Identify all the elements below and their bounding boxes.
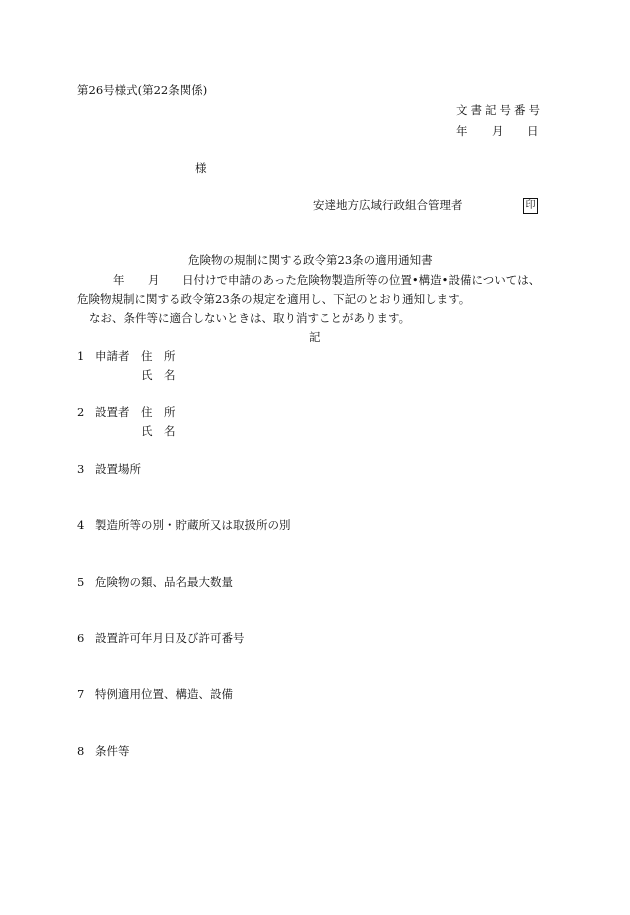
item-label: 特例適用位置、構造、設備 <box>95 687 233 701</box>
item-label: 設置許可年月日及び許可番号 <box>95 631 245 645</box>
item-number: 5 <box>77 575 85 589</box>
item-number: 8 <box>77 744 85 758</box>
body-year: 年 <box>113 273 125 287</box>
item-name-label: 氏 名 <box>141 424 176 438</box>
item-address-label: 住 所 <box>141 405 176 419</box>
date-year: 年 <box>456 124 468 138</box>
seal-mark: 印 <box>523 198 538 214</box>
item-number: 7 <box>77 687 85 701</box>
item-label: 製造所等の別・貯蔵所又は取扱所の別 <box>95 518 291 532</box>
body-line-1: 日付けで申請のあった危険物製造所等の位置•構造•設備については、 <box>182 273 541 287</box>
body-line-3: なお、条件等に適合しないときは、取り消すことがあります。 <box>89 311 411 325</box>
date-month: 月 <box>492 124 504 138</box>
item-label: 申請者 <box>95 349 130 363</box>
item-label: 設置場所 <box>95 462 141 476</box>
item-number: 4 <box>77 518 85 532</box>
item-label: 設置者 <box>95 405 130 419</box>
date-day: 日 <box>527 124 539 138</box>
addressee-suffix: 様 <box>195 161 207 175</box>
item-label: 条件等 <box>95 744 130 758</box>
body-month: 月 <box>148 273 160 287</box>
form-title: 第26号様式(第22条関係) <box>77 83 208 97</box>
notice-title: 危険物の規制に関する政令第23条の適用通知書 <box>188 253 433 267</box>
document-number-label: 文書記号番号 <box>456 103 543 117</box>
item-number: 6 <box>77 631 85 645</box>
body-line-2: 危険物規制に関する政令第23条の規定を適用し、下記のとおり通知します。 <box>77 292 471 306</box>
ki-label: 記 <box>309 330 321 344</box>
item-address-label: 住 所 <box>141 349 176 363</box>
item-number: 3 <box>77 462 85 476</box>
item-label: 危険物の類、品名最大数量 <box>95 575 233 589</box>
sender-name: 安達地方広域行政組合管理者 <box>313 198 463 212</box>
item-name-label: 氏 名 <box>141 368 176 382</box>
item-number: 1 <box>77 349 85 363</box>
item-number: 2 <box>77 405 85 419</box>
